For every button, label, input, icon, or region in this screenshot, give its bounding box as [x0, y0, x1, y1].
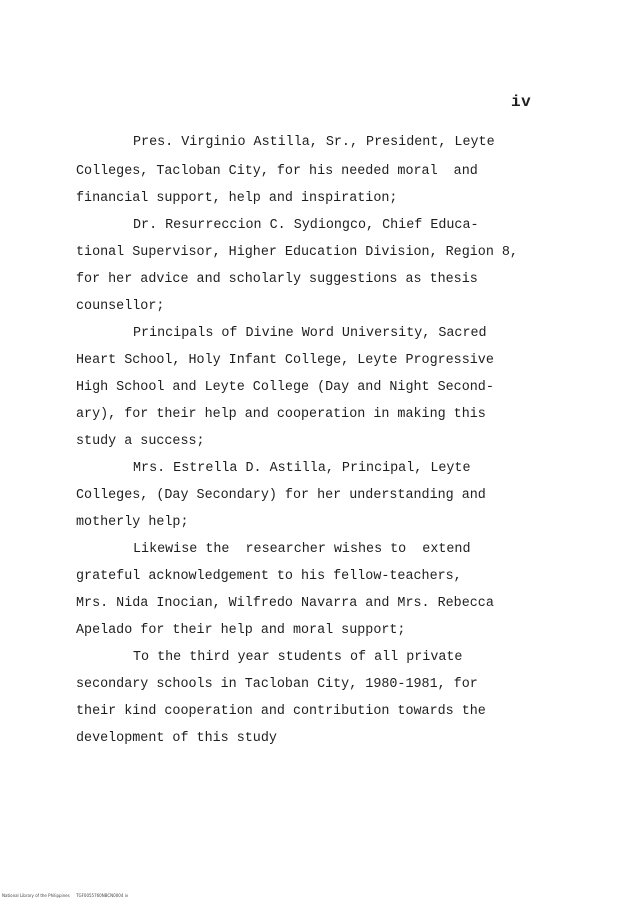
text-line: Likewise the researcher wishes to extend: [133, 542, 471, 557]
text-line: for her advice and scholarly suggestions as thesis: [76, 272, 478, 287]
text-line: Heart School, Holy Infant College, Leyte Progressive: [76, 353, 494, 368]
text-line: Colleges, Tacloban City, for his needed moral and: [76, 164, 478, 179]
text-line: To the third year students of all private: [133, 650, 463, 665]
text-line: financial support, help and inspiration;: [76, 191, 398, 206]
text-line: Dr. Resurreccion C. Sydiongco, Chief Educa-: [133, 218, 479, 233]
footer-stamp: National Library of the Philippines TGF0055760NBCN0004 iv: [2, 893, 129, 898]
text-line: motherly help;: [76, 515, 189, 530]
text-line: their kind cooperation and contribution towards the: [76, 704, 486, 719]
text-line: Principals of Divine Word University, Sacred: [133, 326, 487, 341]
text-line: Colleges, (Day Secondary) for her understanding and: [76, 488, 486, 503]
text-line: Apelado for their help and moral support;: [76, 623, 406, 638]
text-line: counsellor;: [76, 299, 165, 314]
text-line: Pres. Virginio Astilla, Sr., President, Leyte: [133, 135, 495, 150]
text-line: tional Supervisor, Higher Education Division, Region 8,: [76, 245, 518, 260]
text-line: Mrs. Nida Inocian, Wilfredo Navarra and Mrs. Rebecca: [76, 596, 494, 611]
page-number: iv: [511, 93, 532, 111]
text-line: development of this study: [76, 731, 277, 746]
text-line: grateful acknowledgement to his fellow-teachers,: [76, 569, 462, 584]
text-line: secondary schools in Tacloban City, 1980-1981, for: [76, 677, 478, 692]
text-line: Mrs. Estrella D. Astilla, Principal, Leyte: [133, 461, 471, 476]
text-line: High School and Leyte College (Day and Night Second-: [76, 380, 494, 395]
text-line: study a success;: [76, 434, 205, 449]
text-line: ary), for their help and cooperation in making this: [76, 407, 486, 422]
